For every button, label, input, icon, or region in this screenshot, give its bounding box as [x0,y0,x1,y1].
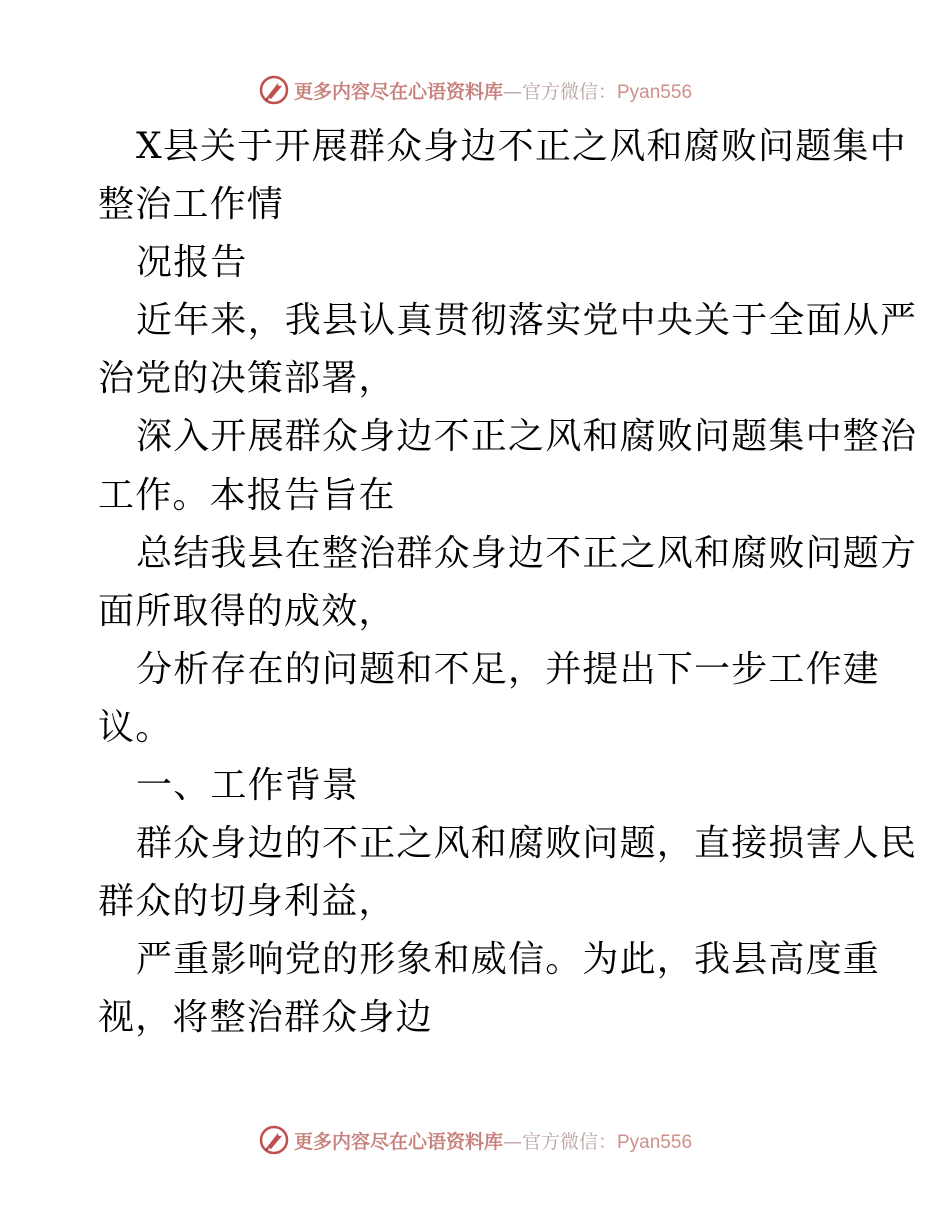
watermark-site: 更多内容尽在心语资料库 [293,1130,503,1153]
watermark-site: 更多内容尽在心语资料库 [293,80,503,103]
title-line-1: X县关于开展群众身边不正之风和腐败问题集中 [136,126,907,167]
quill-logo-icon [258,74,290,106]
title-line-2: 整治工作情 [98,184,285,226]
quill-logo-icon [258,1124,290,1156]
paragraph-line: 治党的决策部署， [98,358,396,400]
paragraph-line: 面所取得的成效， [98,590,396,632]
watermark-wechat-id: Pyan556 [617,81,693,103]
paragraph-line: 群众的切身利益， [98,881,396,923]
paragraph-line: 总结我县在整治群众身边不正之风和腐败问题方 [136,532,918,574]
watermark-text [294,1127,692,1154]
paragraph-line: 工作。本报告旨在 [98,474,396,516]
watermark-label: 官方微信： [521,80,617,103]
paragraph-line: 视，将整治群众身边 [98,997,433,1039]
document-body [98,118,918,1048]
paragraph-line: 严重影响党的形象和威信。为此，我县高度重 [136,939,881,981]
paragraph-line: 议。 [98,706,173,748]
paragraph-line: 分析存在的问题和不足，并提出下一步工作建 [136,648,881,690]
paragraph-line: 群众身边的不正之风和腐败问题，直接损害人民 [136,823,918,865]
title-line-3: 况报告 [136,242,248,284]
watermark-wechat-id: Pyan556 [617,1131,693,1153]
header-watermark [0,70,950,110]
section-heading: 一、工作背景 [136,765,360,807]
paragraph-line: 深入开展群众身边不正之风和腐败问题集中整治 [136,416,918,458]
watermark-dash: — [502,80,522,103]
paragraph-line: 近年来，我县认真贯彻落实党中央关于全面从严 [136,300,918,342]
watermark-dash: — [502,1130,522,1153]
footer-watermark [0,1120,950,1160]
watermark-label: 官方微信： [521,1130,617,1153]
watermark-text [294,77,692,104]
